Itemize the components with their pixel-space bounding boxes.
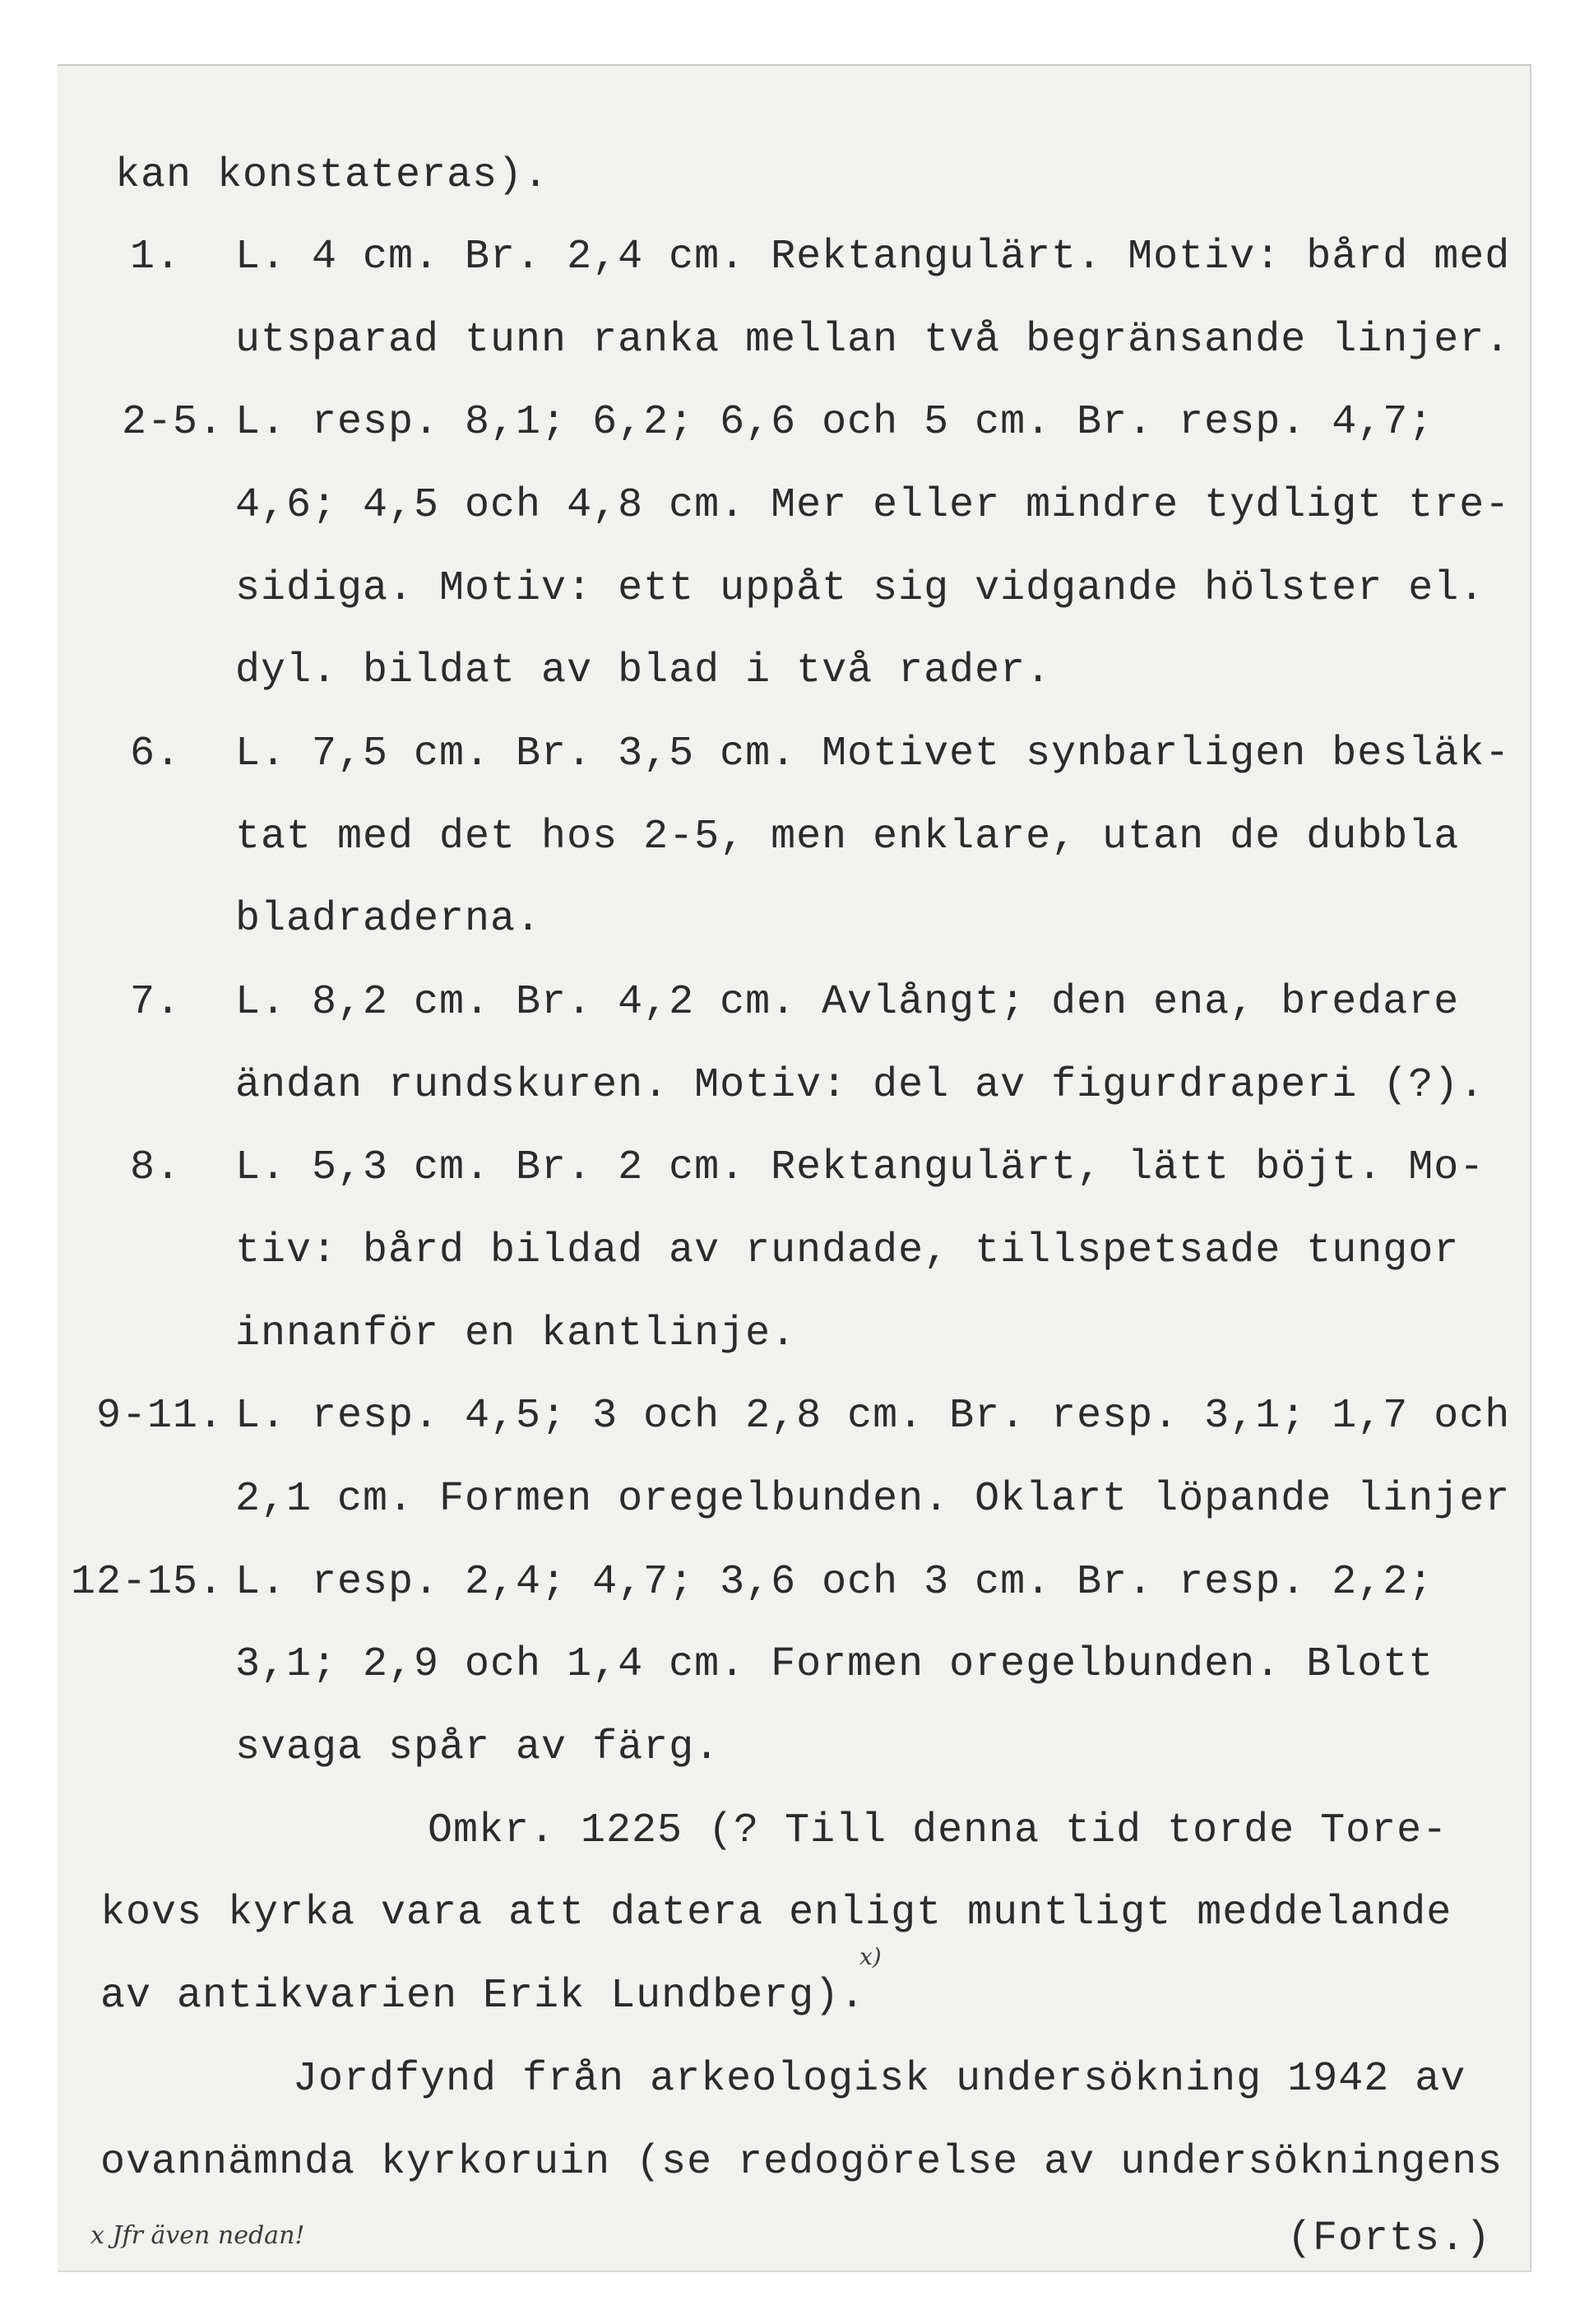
text-line: 3,1; 2,9 och 1,4 cm. Formen oregelbunden. Blott xyxy=(235,1641,1434,1688)
text-line: L. 5,3 cm. Br. 2 cm. Rektangulärt, lätt böjt. Mo- xyxy=(235,1144,1485,1191)
text-line: L. resp. 8,1; 6,2; 6,6 och 5 cm. Br. resp. 4,7; xyxy=(235,399,1434,446)
text-line: kovs kyrka vara att datera enligt muntligt meddelande xyxy=(100,1890,1452,1937)
text-line: sidiga. Motiv: ett uppåt sig vidgande hölster el. xyxy=(235,565,1485,612)
continued-label: (Forts.) xyxy=(1287,2215,1492,2262)
text-line: kan konstateras). xyxy=(115,152,549,199)
text-line: ovannämnda kyrkoruin (se redogörelse av undersökningens xyxy=(100,2139,1503,2186)
text-line: innanför en kantlinje. xyxy=(235,1310,797,1357)
text-line: utsparad tunn ranka mellan två begränsande linjer. xyxy=(235,317,1511,364)
text-line: L. resp. 2,4; 4,7; 3,6 och 3 cm. Br. resp. 2,2; xyxy=(235,1559,1434,1606)
text-line: 4,6; 4,5 och 4,8 cm. Mer eller mindre tydligt tre- xyxy=(235,482,1511,529)
footnote-mark: x) xyxy=(859,1943,882,1970)
text-line: L. 8,2 cm. Br. 4,2 cm. Avlångt; den ena, bredare xyxy=(235,979,1460,1026)
text-line: Jordfynd från arkeologisk undersökning 1942 av xyxy=(293,2056,1466,2103)
text-line: svaga spår av färg. xyxy=(235,1724,720,1771)
text-line: Omkr. 1225 (? Till denna tid torde Tore- xyxy=(428,1807,1448,1854)
text-line: bladraderna. xyxy=(235,896,542,943)
text-line: tat med det hos 2-5, men enklare, utan de dubbla xyxy=(235,814,1460,860)
item-number: 2-5. xyxy=(121,399,224,446)
text-line: L. resp. 4,5; 3 och 2,8 cm. Br. resp. 3,1; 1,7 och xyxy=(235,1393,1511,1440)
text-line: L. 7,5 cm. Br. 3,5 cm. Motivet synbarligen besläk- xyxy=(235,731,1511,777)
text-line: L. 4 cm. Br. 2,4 cm. Rektangulärt. Motiv: bård med xyxy=(235,234,1511,281)
text-line: 2,1 cm. Formen oregelbunden. Oklart löpande linjer xyxy=(235,1476,1511,1523)
text-line: av antikvarien Erik Lundberg). xyxy=(100,1973,866,2020)
text-line: tiv: bård bildad av rundade, tillspetsade tungor xyxy=(235,1227,1460,1274)
handwritten-note: x Jfr även nedan! xyxy=(90,2221,305,2250)
item-number: 8. xyxy=(129,1144,181,1191)
item-number: 9-11. xyxy=(95,1393,224,1440)
text-line: dyl. bildat av blad i två rader. xyxy=(235,647,1052,694)
document-page xyxy=(58,64,1531,2272)
text-line: ändan rundskuren. Motiv: del av figurdraperi (?). xyxy=(235,1062,1485,1109)
item-number: 12-15. xyxy=(70,1559,224,1606)
item-number: 1. xyxy=(129,234,181,281)
item-number: 7. xyxy=(129,979,181,1026)
item-number: 6. xyxy=(129,731,181,777)
